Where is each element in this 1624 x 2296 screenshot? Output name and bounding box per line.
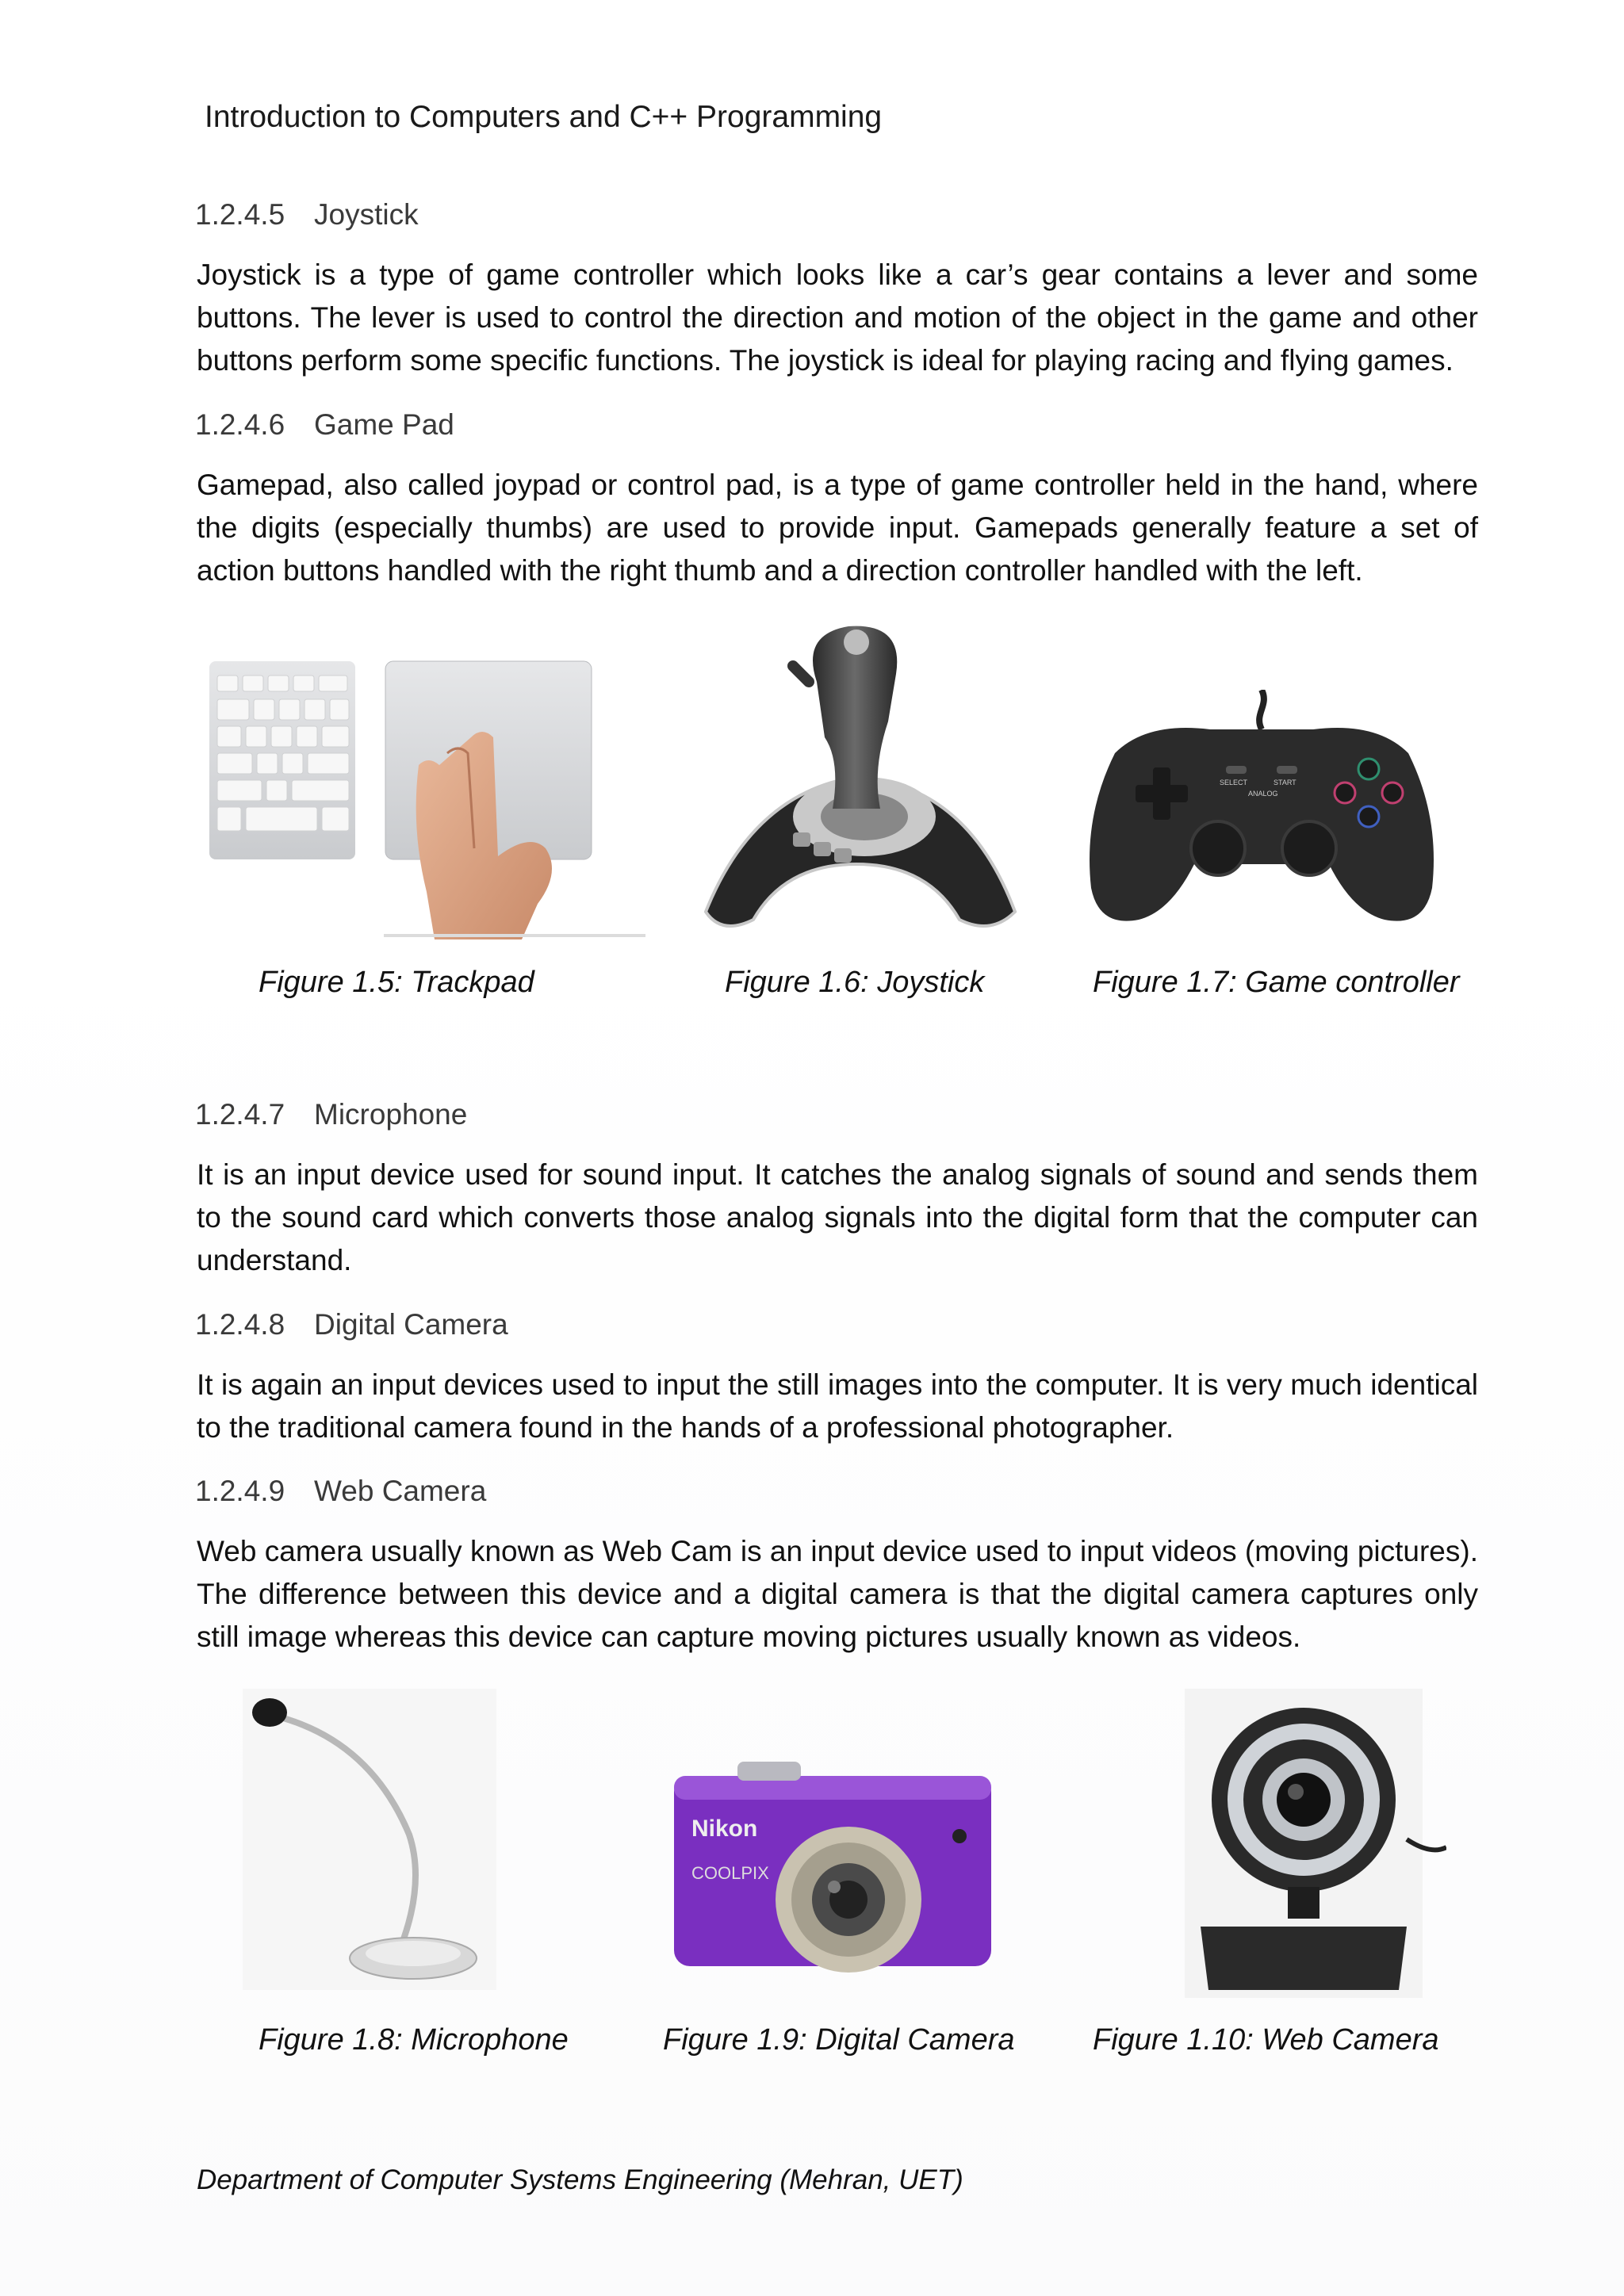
gamepad-start-label: START xyxy=(1274,779,1297,786)
figure-caption: Figure 1.8: Microphone xyxy=(259,2023,569,2057)
camera-icon xyxy=(658,1744,999,1998)
gamepad-select-label: SELECT xyxy=(1220,779,1248,786)
figure-caption: Figure 1.10: Web Camera xyxy=(1093,2023,1439,2057)
section-heading-digital-camera xyxy=(195,1308,508,1341)
section-body-digital-camera: It is again an input devices used to input the still images into the computer. It is very much identical to the traditional camera found in the hands of a professional photographer. xyxy=(197,1368,1478,1444)
section-heading-joystick xyxy=(195,198,419,232)
page-header: Introduction to Computers and C++ Programming xyxy=(205,100,883,134)
section-heading-game-pad xyxy=(195,408,454,442)
section-body-joystick: Joystick is a type of game controller which looks like a car’s gear contains a lever and some buttons. The lever is used to control the direction and motion of the object in the game and other buttons perform some specific functions. The joystick is ideal for playing racing and flying games. xyxy=(197,258,1478,377)
section-body-game-pad: Gamepad, also called joypad or control pad, is a type of game controller held in the hand, where the digits (especially thumbs) are used to provide input. Gamepads generally feature a set of action buttons handled with the right thumb and a direction controller handled with the left. xyxy=(197,469,1478,587)
webcam-figure xyxy=(1185,1689,1446,1998)
section-heading-microphone xyxy=(195,1098,467,1131)
camera-model: COOLPIX xyxy=(691,1863,769,1883)
joystick-figure xyxy=(698,618,1031,943)
section-number: 1.2.4.6 xyxy=(195,408,285,441)
webcam-icon xyxy=(1185,1689,1446,1998)
section-title: Game Pad xyxy=(314,408,454,441)
section-number: 1.2.4.8 xyxy=(195,1308,285,1341)
microphone-figure xyxy=(243,1689,496,1990)
microphone-icon xyxy=(243,1689,496,1990)
section-number: 1.2.4.7 xyxy=(195,1098,285,1131)
section-title: Web Camera xyxy=(314,1475,487,1507)
section-title: Microphone xyxy=(314,1098,468,1131)
section-title: Joystick xyxy=(314,198,419,231)
section-title: Digital Camera xyxy=(314,1308,508,1341)
section-body-web-camera: Web camera usually known as Web Cam is an input device used to input videos (moving pictures). The difference between this device and a digital camera is that the digital camera captures only still image whereas this device can capture moving pictures usually known as videos. xyxy=(197,1535,1478,1653)
camera-figure xyxy=(658,1744,999,1998)
section-heading-web-camera xyxy=(195,1475,486,1508)
gamepad-icon xyxy=(1083,690,1440,928)
section-body-microphone: It is an input device used for sound input. It catches the analog signals of sound and sends them to the sound card which converts those analog signals into the digital form that the computer can understand. xyxy=(197,1158,1478,1276)
trackpad-icon xyxy=(209,658,653,943)
gamepad-analog-label: ANALOG xyxy=(1248,790,1278,798)
trackpad-figure xyxy=(209,658,653,943)
section-number: 1.2.4.9 xyxy=(195,1475,285,1507)
figure-caption: Figure 1.7: Game controller xyxy=(1093,966,1460,999)
joystick-icon xyxy=(698,618,1031,943)
camera-brand: Nikon xyxy=(691,1816,758,1842)
figure-caption: Figure 1.5: Trackpad xyxy=(259,966,534,999)
page-footer: Department of Computer Systems Engineering (Mehran, UET) xyxy=(197,2164,963,2195)
gamepad-figure xyxy=(1083,690,1440,928)
figure-caption: Figure 1.9: Digital Camera xyxy=(663,2023,1015,2057)
figure-caption: Figure 1.6: Joystick xyxy=(725,966,985,999)
section-number: 1.2.4.5 xyxy=(195,198,285,231)
